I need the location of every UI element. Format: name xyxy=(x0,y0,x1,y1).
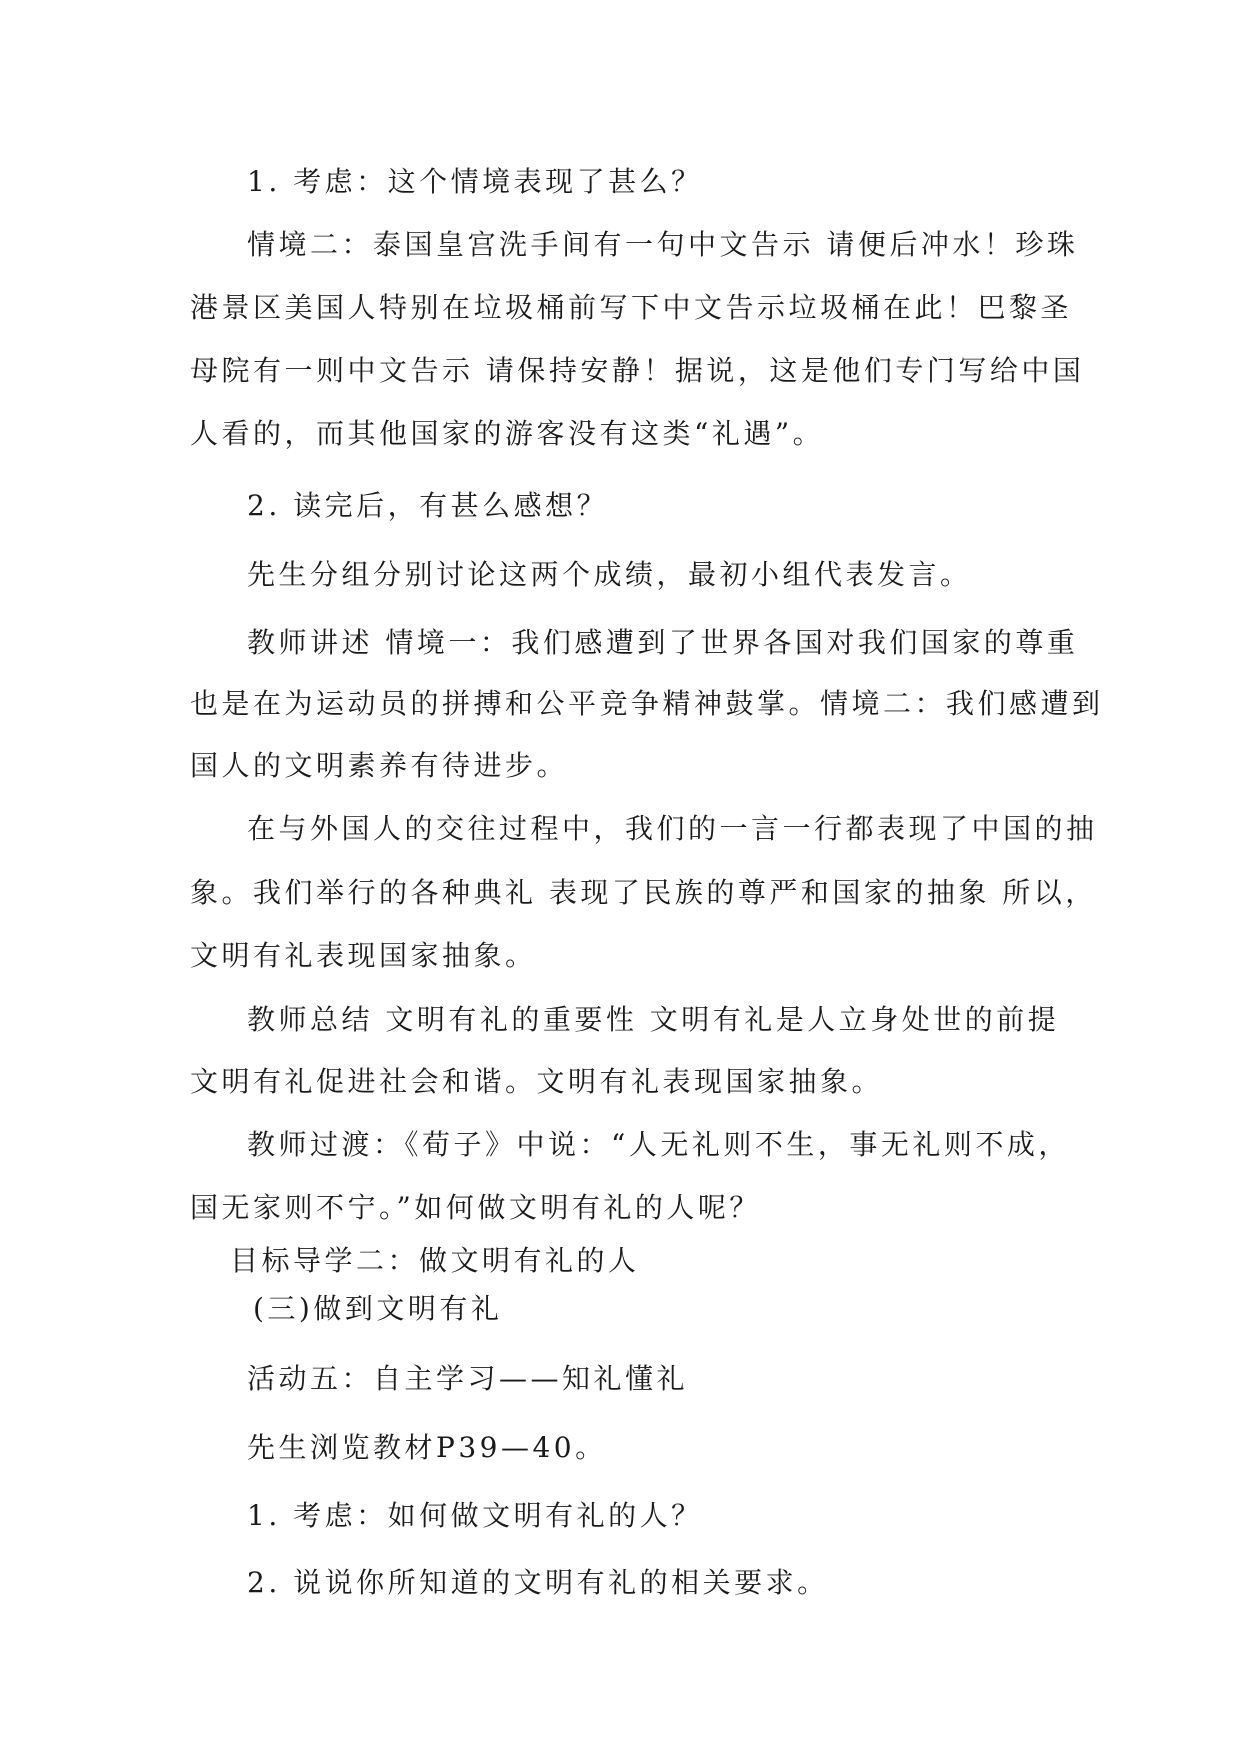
teacher-transition-line-1: 教师过渡：《荀子》中说：“人无礼则不生，事无礼则不成， xyxy=(247,1128,1070,1161)
reading-line: 先生浏览教材P39—40。 xyxy=(247,1431,607,1464)
section-heading: 目标导学二：做文明有礼的人 xyxy=(230,1244,640,1277)
scenario-two-line-4: 人看的，而其他国家的游客没有这类“礼遇”。 xyxy=(190,417,825,450)
question-2b-line: 2. 说说你所知道的文明有礼的相关要求。 xyxy=(247,1566,829,1599)
image-para-line-1: 在与外国人的交往过程中，我们的一言一行都表现了中国的抽 xyxy=(247,812,1098,845)
image-para-line-3: 文明有礼表现国家抽象。 xyxy=(190,939,537,972)
teacher-explain-line-3: 国人的文明素养有待进步。 xyxy=(190,749,569,782)
subsection-heading: (三)做到文明有礼 xyxy=(253,1292,503,1325)
group-discussion-line: 先生分组分别讨论这两个成绩，最初小组代表发言。 xyxy=(247,558,972,591)
scenario-two-line-1: 情境二：泰国皇宫洗手间有一句中文告示 请便后冲水！珍珠 xyxy=(247,228,1079,261)
teacher-summary-line-1: 教师总结 文明有礼的重要性 文明有礼是人立身处世的前提 xyxy=(247,1003,1060,1036)
question-2-line: 2. 读完后，有甚么感想？ xyxy=(247,489,609,522)
teacher-transition-line-2: 国无家则不宁。”如何做文明有礼的人呢？ xyxy=(190,1191,761,1224)
question-1-line: 1. 考虑：这个情境表现了甚么？ xyxy=(247,165,703,198)
teacher-explain-line-2: 也是在为运动员的拼搏和公平竞争精神鼓掌。情境二：我们感遭到 xyxy=(190,687,1104,720)
scenario-two-line-3: 母院有一则中文告示 请保持安静！据说，这是他们专门写给中国 xyxy=(190,354,1085,387)
scenario-two-line-2: 港景区美国人特别在垃圾桶前写下中文告示垃圾桶在此！巴黎圣 xyxy=(190,291,1073,324)
teacher-summary-line-2: 文明有礼促进社会和谐。文明有礼表现国家抽象。 xyxy=(190,1065,884,1098)
teacher-explain-line-1: 教师讲述 情境一：我们感遭到了世界各国对我们国家的尊重 xyxy=(247,626,1079,659)
image-para-line-2: 象。我们举行的各种典礼 表现了民族的尊严和国家的抽象 所以， xyxy=(190,876,1097,909)
question-1b-line: 1. 考虑：如何做文明有礼的人？ xyxy=(247,1499,703,1532)
activity-five-line: 活动五：自主学习——知礼懂礼 xyxy=(247,1362,689,1395)
